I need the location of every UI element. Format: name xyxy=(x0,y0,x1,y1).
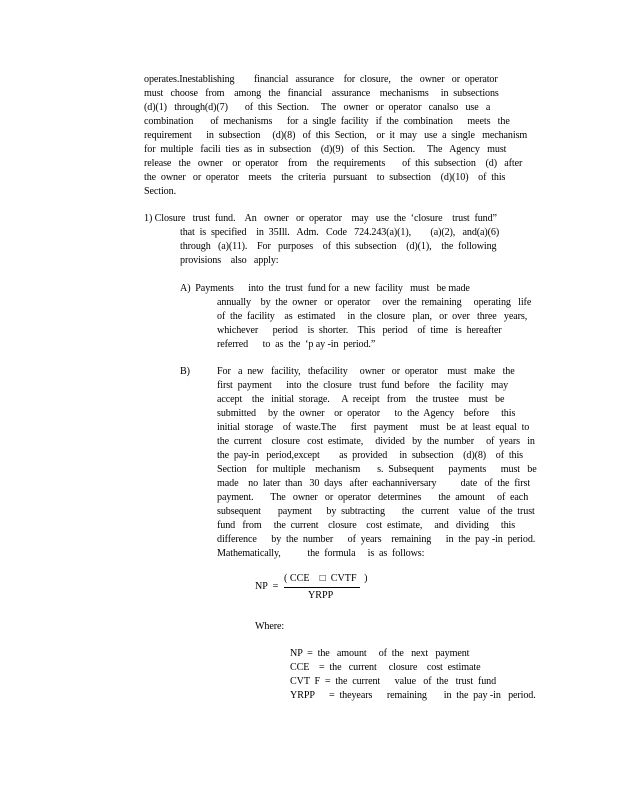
item-b-line: first payment into the closure trust fund before the facility may xyxy=(217,380,509,391)
definition-item: CVT F = the current value of the trust fund xyxy=(290,676,497,687)
item-b-line: Mathematically, the formula is as follows: xyxy=(217,548,425,559)
item-a-line: referred to as the ‘p ay -in period.” xyxy=(217,339,376,350)
item-b-line: the current closure cost estimate, divided by the number of years in xyxy=(217,436,535,447)
intro-line: must choose from among the financial assurance mechanisms in subsections xyxy=(144,88,499,99)
definition-item: NP = the amount of the next payment xyxy=(290,648,470,659)
item-b-line: payment. The owner or operator determines the amount of each xyxy=(217,492,529,503)
item-b-line: made no later than 30 days after eachanniversary date of the first xyxy=(217,478,531,489)
formula-denominator: YRPP xyxy=(308,590,334,601)
intro-line: operates.Inestablishing financial assurance for closure, the owner or operator xyxy=(144,74,498,85)
intro-line: the owner or operator meets the criteria pursuant to subsection (d)(10) of this xyxy=(144,172,506,183)
intro-line: Section. xyxy=(144,186,176,197)
definition-item: CCE = the current closure cost estimate xyxy=(290,662,481,673)
item-a-line: annually by the owner or operator over the remaining operating life xyxy=(217,297,532,308)
item-1-line: 1) Closure trust fund. An owner or operator may use the ‘closure trust fund” xyxy=(144,213,497,224)
intro-line: requirement in subsection (d)(8) of this Section, or it may use a single mechanism xyxy=(144,130,528,141)
item-b-line: fund from the current closure cost estimate, and dividing this xyxy=(217,520,516,531)
item-b-label: B) xyxy=(180,366,190,377)
item-a-line: of the facility as estimated in the closure plan, or over three years, xyxy=(217,311,528,322)
definition-item: YRPP = theyears remaining in the pay -in period. xyxy=(290,690,536,701)
item-b-line: difference by the number of years remaining in the pay -in period. xyxy=(217,534,536,545)
item-1-line: that is specified in 35Ill. Adm. Code 724.243(a)(1), (a)(2), and(a)(6) xyxy=(180,227,500,238)
intro-line: release the owner or operator from the requirements of this subsection (d) after xyxy=(144,158,523,169)
formula-lhs: NP = xyxy=(255,581,279,592)
item-b-line: submitted by the owner or operator to the Agency before this xyxy=(217,408,516,419)
item-b-line: the pay-in period,except as provided in subsection (d)(8) of this xyxy=(217,450,523,461)
intro-line: combination of mechanisms for a single facility if the combination meets the xyxy=(144,116,510,127)
item-b-line: subsequent payment by subtracting the current value of the trust xyxy=(217,506,535,517)
item-1-line: through (a)(11). For purposes of this subsection (d)(1), the following xyxy=(180,241,497,252)
item-b-line: For a new facility, thefacility owner or operator must make the xyxy=(217,366,515,377)
item-a-line: whichever period is shorter. This period of time is hereafter xyxy=(217,325,502,336)
formula-numerator: ( CCE □ CVTF ) xyxy=(284,573,368,584)
where-label: Where: xyxy=(255,621,285,632)
item-b-line: Section for multiple mechanism s. Subsequent payments must be xyxy=(217,464,537,475)
item-b-line: initial storage of waste.The first payment must be at least equal to xyxy=(217,422,530,433)
item-b-line: accept the initial storage. A receipt from the trustee must be xyxy=(217,394,505,405)
item-1-line: provisions also apply: xyxy=(180,255,279,266)
fraction-bar xyxy=(284,587,360,588)
intro-line: (d)(1) through(d)(7) of this Section. The owner or operator canalso use a xyxy=(144,102,491,113)
intro-line: for multiple facili ties as in subsection (d)(9) of this Section. The Agency must xyxy=(144,144,507,155)
item-a-line: A) Payments into the trust fund for a new facility must be made xyxy=(180,283,470,294)
